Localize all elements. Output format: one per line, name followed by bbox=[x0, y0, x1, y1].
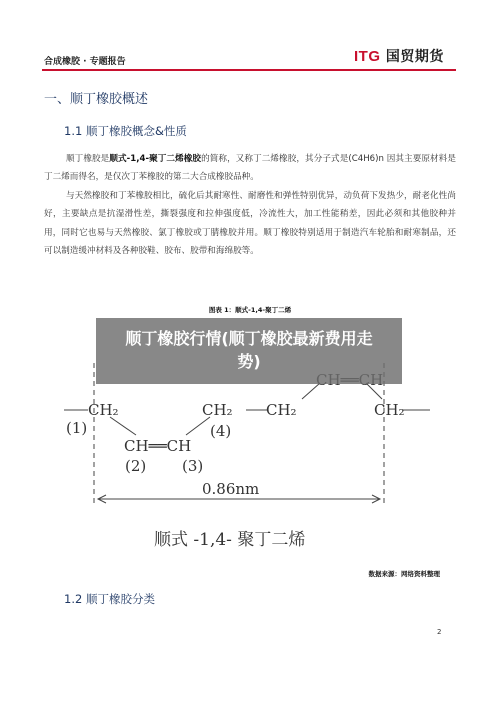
paragraph-definition bbox=[44, 150, 456, 187]
label-4: (4) bbox=[210, 422, 232, 440]
overlay-title-line1: 顺丁橡胶行情(顺丁橡胶最新费用走 bbox=[125, 329, 373, 348]
title-overlay-banner bbox=[96, 318, 402, 384]
structure-title: 顺式 -1,4- 聚丁二烯 bbox=[154, 530, 306, 550]
page-number: 2 bbox=[437, 628, 442, 636]
group-ch-double: CH══CH bbox=[124, 437, 192, 455]
label-2: (2) bbox=[125, 457, 147, 475]
section-heading: 一、顺丁橡胶概述 bbox=[44, 92, 149, 107]
distance-label: 0.86nm bbox=[202, 480, 260, 498]
para1-text-a: 顺丁橡胶是 bbox=[66, 154, 110, 164]
figure-source: 数据来源：网络资料整理 bbox=[368, 570, 440, 578]
para1-bold-term: 顺式-1,4-聚丁二烯橡胶 bbox=[109, 154, 202, 164]
group-ch2-mid-a: CH₂ bbox=[202, 401, 233, 419]
company-logo bbox=[354, 46, 444, 66]
logo-name: 国贸期货 bbox=[385, 49, 444, 65]
label-3: (3) bbox=[182, 457, 204, 475]
logo-brand: ITG bbox=[354, 48, 381, 65]
bond-ch2-ch bbox=[110, 417, 136, 435]
label-1: (1) bbox=[66, 419, 88, 437]
overlay-title bbox=[96, 327, 402, 373]
group-ch2-left: CH₂ bbox=[88, 401, 119, 419]
header-divider bbox=[42, 69, 456, 71]
report-header-title: 合成橡胶 · 专题报告 bbox=[44, 57, 126, 67]
bond-ch-ch2 bbox=[186, 417, 210, 435]
overlay-title-line2: 势) bbox=[237, 352, 261, 371]
subsection-heading-1-1: 1.1 顺丁橡胶概念&性质 bbox=[64, 124, 187, 138]
group-ch2-right: CH₂ bbox=[374, 401, 405, 419]
para1-text-b: 的简称，又称丁二烯橡胶，其分子式是(C4H6)n 因其主要原材料是丁二烯而得名，是仅次丁苯橡胶的第二大合成橡胶品种。 bbox=[44, 154, 456, 183]
figure-caption: 图表 1：顺式-1,4-聚丁二烯 bbox=[208, 306, 292, 314]
subsection-heading-1-2: 1.2 顺丁橡胶分类 bbox=[64, 592, 155, 606]
group-ch2-mid-b: CH₂ bbox=[266, 401, 297, 419]
paragraph-properties: 与天然橡胶和丁苯橡胶相比，硫化后其耐寒性、耐磨性和弹性特别优异，动负荷下发热少，耐老化性尚好，主要缺点是抗湿滑性差，撕裂强度和拉伸强度低，冷流性大，加工性能稍差，因此必须和其他胶种并用，同时它也易与天然橡胶、氯丁橡胶或丁腈橡胶并用。顺丁橡胶特别适用于制造汽车轮胎和耐寒制品，还可以制造缓冲材料及各种胶鞋、胶布、胶带和海绵胶等。 bbox=[44, 191, 456, 257]
